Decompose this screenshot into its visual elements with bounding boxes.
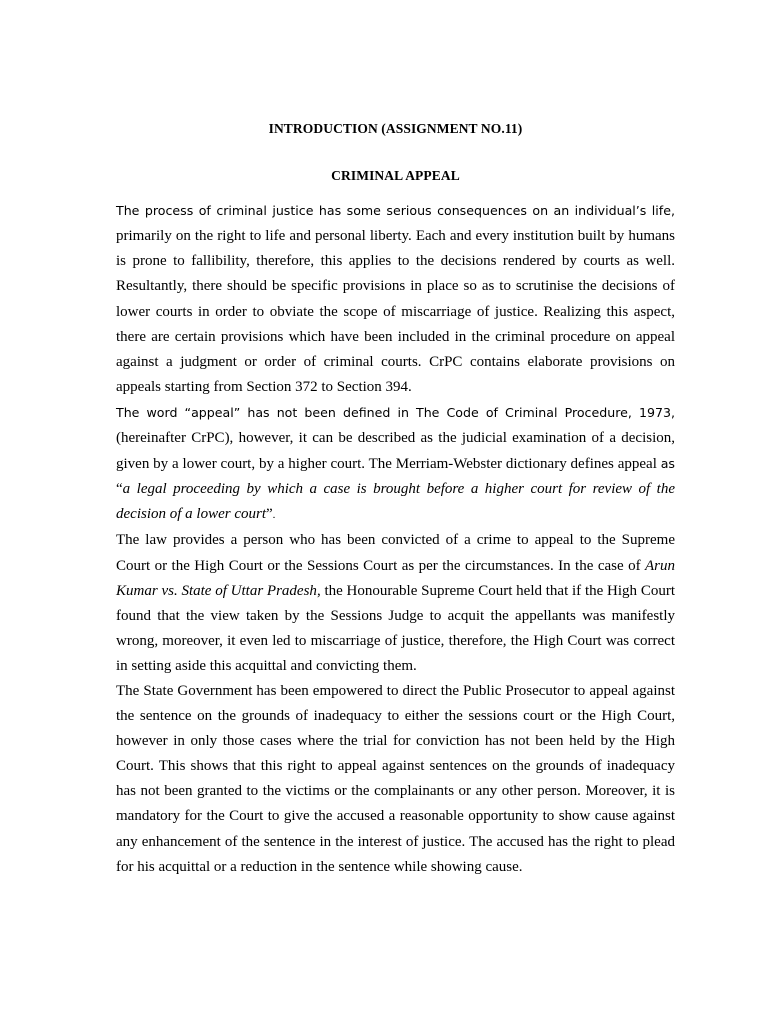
paragraph-case-before: The law provides a person who has been convicted of a crime to appeal to the Supreme Court or the High Court or the Sessions Court as per the circumstances. In the case of xyxy=(116,532,675,574)
definition-period: . xyxy=(272,509,276,522)
document-title: INTRODUCTION (ASSIGNMENT NO.11) xyxy=(268,121,523,136)
open-quote: “ xyxy=(116,481,123,498)
paragraph-definition xyxy=(116,400,675,528)
document-page xyxy=(116,116,675,880)
dictionary-definition: a legal proceeding by which a case is brought before a higher court for review of the decision of a lower court xyxy=(116,481,675,523)
paragraph-state-appeal: The State Government has been empowered to direct the Public Prosecutor to appeal against the sentence on the grounds of inadequacy to either the sessions court or the High Court, however in only those cases where the trial for conviction has not been held by the High Court. This shows that this right to appeal against sentences on the grounds of inadequacy has not been granted to the victims or the complainants or any other person. Moreover, it is mandatory for the Court to give the accused a reasonable opportunity to show cause against any enhancement of the sentence in the interest of justice. The accused has the right to plead for his acquittal or a reduction in the sentence while showing cause. xyxy=(116,682,675,875)
paragraph-definition-mid: (hereinafter CrPC), however, it can be described as the judicial examination of a decision, given by a lower court, by a higher court. The Merriam-Webster dictionary defines appeal xyxy=(116,430,675,473)
case-name: Arun Kumar vs. State of Uttar Pradesh xyxy=(116,557,675,599)
paragraph-definition-as: as xyxy=(660,456,675,472)
paragraph-intro-lead: The process of criminal justice has some serious consequences on an individual’s life, xyxy=(116,203,675,219)
paragraph-intro xyxy=(116,198,675,400)
paragraph-case-after: , the Honourable Supreme Court held that if the High Court found that the view taken by the Sessions Judge to acquit the appellants was manifestly wrong, moreover, it even led to miscarriage of justice, therefore, the High Court was correct in setting aside this acquittal and convicting them. xyxy=(116,582,675,674)
paragraph-definition-lead: The word “appeal” has not been defined in The Code of Criminal Procedure, 1973, xyxy=(116,404,675,420)
document-subtitle: CRIMINAL APPEAL xyxy=(331,168,460,184)
close-quote: ” xyxy=(266,506,273,523)
paragraph-case-law xyxy=(116,528,675,679)
paragraph-intro-rest: primarily on the right to life and personal liberty. Each and every institution built by humans is prone to fallibility, therefore, this applies to the decisions rendered by courts as well. Resultantly, there should be specific provisions in place so as to scrutinise the decisions of lower courts in order to obviate the scope of miscarriage of justice. Realizing this aspect, there are certain provisions which have been included in the criminal procedure on appeal against a judgment or order of criminal courts. CrPC contains elaborate provisions on appeals starting from Section 372 to Section 394. xyxy=(116,228,675,395)
